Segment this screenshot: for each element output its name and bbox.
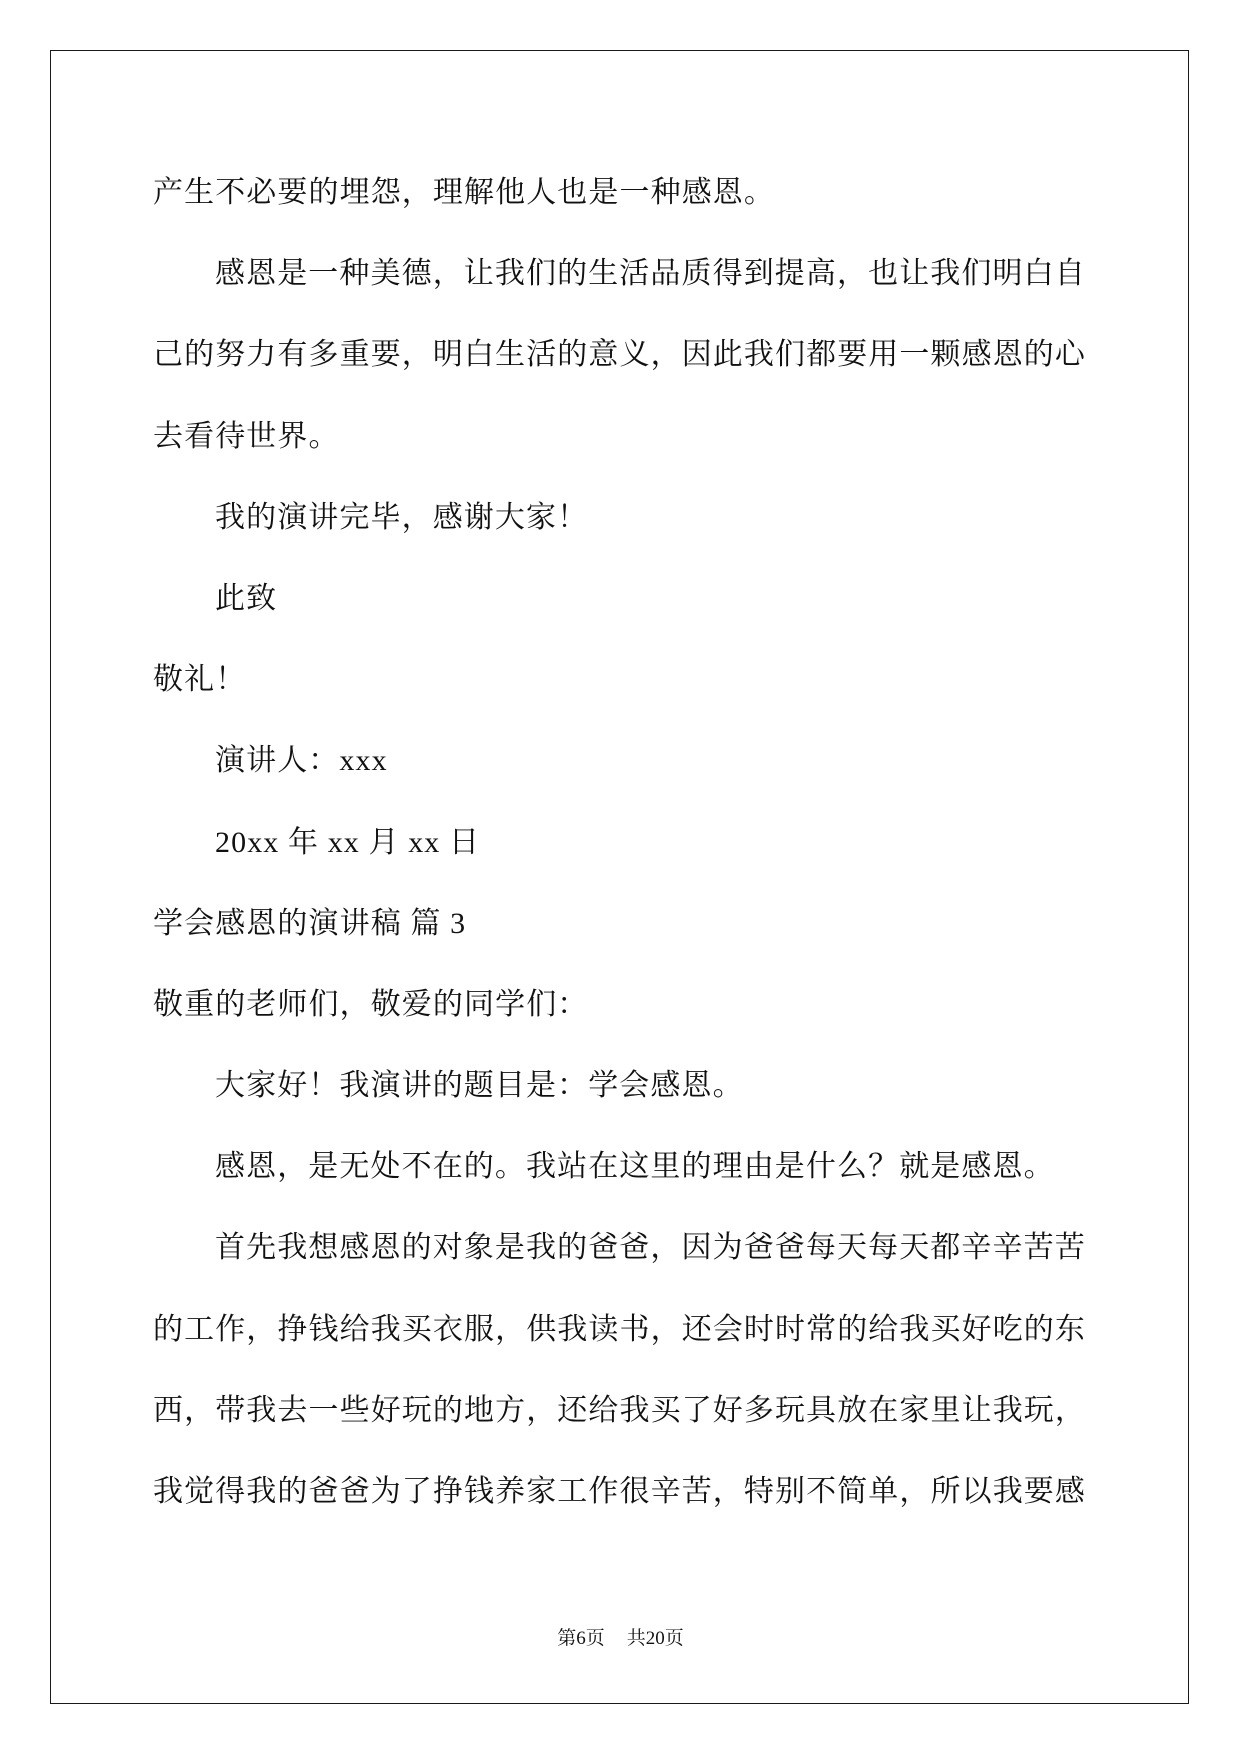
closing-regards: 敬礼！ bbox=[153, 663, 247, 697]
text-line: 去看待世界。 bbox=[153, 419, 340, 453]
paragraph bbox=[153, 477, 1113, 558]
section-title: 学会感恩的演讲稿 篇 3 bbox=[153, 906, 467, 940]
paragraph bbox=[153, 152, 1113, 233]
text-line: 产生不必要的埋怨，理解他人也是一种感恩。 bbox=[153, 176, 775, 209]
closing-salutation: 此致 bbox=[215, 581, 278, 615]
document-body bbox=[153, 152, 1113, 1532]
text-line: 己的努力有多重要，明白生活的意义，因此我们都要用一颗感恩的心 bbox=[153, 338, 1086, 372]
paragraph bbox=[153, 1126, 1113, 1207]
page-total: 共20页 bbox=[626, 1628, 684, 1649]
text-line: 大家好！我演讲的题目是：学会感恩。 bbox=[215, 1069, 744, 1103]
page-number: 第6页 bbox=[557, 1628, 605, 1649]
text-line: 的工作，挣钱给我买衣服，供我读书，还会时时常的给我买好吃的东 bbox=[153, 1312, 1086, 1346]
text-line: 首先我想感恩的对象是我的爸爸，因为爸爸每天每天都辛辛苦苦 bbox=[215, 1231, 1086, 1265]
paragraph bbox=[153, 1207, 1113, 1532]
speech-section bbox=[153, 883, 1113, 1533]
closing-block bbox=[153, 558, 1113, 883]
speaker-signature: 演讲人：xxx bbox=[215, 744, 388, 778]
page-footer bbox=[0, 1626, 1241, 1652]
greeting: 敬重的老师们，敬爱的同学们： bbox=[153, 987, 589, 1021]
paragraph bbox=[153, 233, 1113, 477]
paragraph bbox=[153, 1045, 1113, 1126]
text-line: 感恩是一种美德，让我们的生活品质得到提高，也让我们明白自 bbox=[215, 257, 1086, 291]
text-line: 我觉得我的爸爸为了挣钱养家工作很辛苦，特别不简单，所以我要感 bbox=[153, 1475, 1086, 1508]
text-line: 西，带我去一些好玩的地方，还给我买了好多玩具放在家里让我玩， bbox=[153, 1393, 1086, 1427]
text-line: 感恩，是无处不在的。我站在这里的理由是什么？就是感恩。 bbox=[215, 1150, 1055, 1184]
previous-speech-ending bbox=[153, 152, 1113, 883]
speech-date: 20xx 年 xx 月 xx 日 bbox=[215, 825, 481, 859]
text-line: 我的演讲完毕，感谢大家！ bbox=[215, 500, 589, 534]
